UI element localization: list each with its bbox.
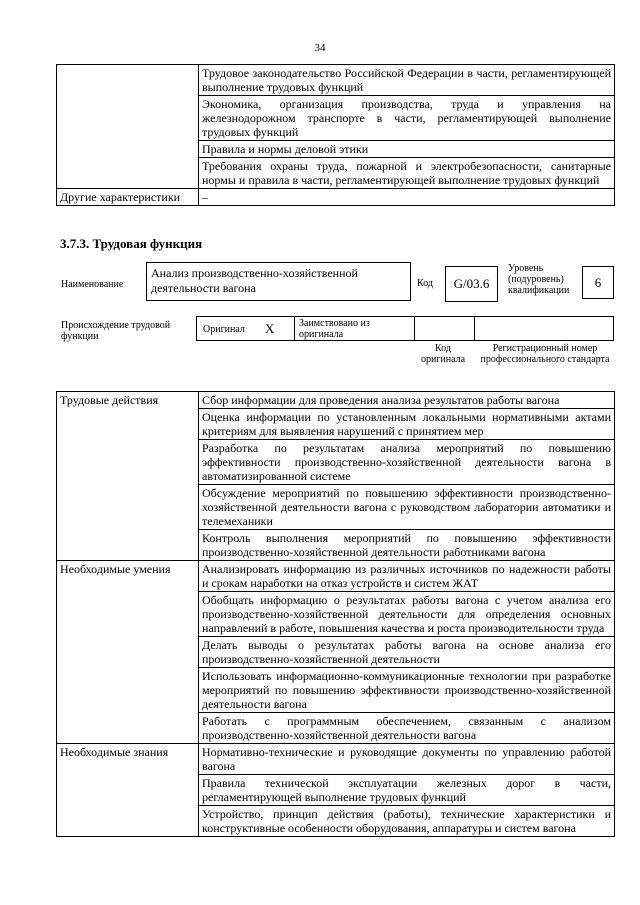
table-row: Оценка информации по установленным локальными нормативными актами критериям для выявления нарушений с принятием мер bbox=[199, 409, 615, 440]
knowledge-row: Экономика, организация производства, труда и управления на железнодорожном транспорте в части, регламентирующей выполнение трудовых функций bbox=[199, 96, 615, 141]
table-row: Нормативно-технические и руководящие документы по управлению работой вагона bbox=[199, 744, 615, 775]
level-box bbox=[582, 266, 614, 299]
table-row: Устройство, принцип действия (работы), технические характеристики и конструктивные особенности оборудования, аппаратуры и систем вагона bbox=[199, 806, 615, 837]
other-characteristics-value: – bbox=[199, 189, 615, 206]
table-row: Анализировать информацию из различных источников по надежности работы и срокам наработки на отказ устройств и систем ЖАТ bbox=[199, 561, 615, 592]
knowledge-row: Трудовое законодательство Российской Федерации в части, регламентирующей выполнение трудовых функций bbox=[199, 65, 615, 96]
table-row: Сбор информации для проведения анализа результатов работы вагона bbox=[199, 392, 615, 409]
table-row: Делать выводы о результатах работы вагона на основе анализа его производственно-хозяйственной деятельности bbox=[199, 637, 615, 668]
origin-label: Происхождение трудовой функции bbox=[61, 320, 171, 342]
name-label: Наименование bbox=[61, 279, 124, 290]
knowledge-row: Правила и нормы деловой этики bbox=[199, 141, 615, 158]
table-row: Обобщать информацию о результатах работы вагона с учетом анализа его производственно-хозяйственной деятельности для определения основных направлений в работе, повышения качества и роста производительности труда bbox=[199, 592, 615, 637]
code-label: Код bbox=[417, 278, 433, 289]
page-number: 34 bbox=[314, 42, 326, 54]
section-label: Необходимые умения bbox=[57, 561, 199, 744]
function-details-table bbox=[56, 391, 615, 837]
code-box bbox=[445, 266, 498, 302]
table-row: Использовать информационно-коммуникационные технологии при разработке мероприятий по повышению эффективности производственно-хозяйственной деятельности вагона bbox=[199, 668, 615, 713]
table-row: Обсуждение мероприятий по повышению эффективности производственно-хозяйственной деятельности вагона с руководством лаборатории автоматики и телемеханики bbox=[199, 485, 615, 530]
level-value: 6 bbox=[594, 275, 602, 290]
table-row: Работать с программным обеспечением, связанным с анализом производственно-хозяйственной деятельности вагона bbox=[199, 713, 615, 744]
name-value: Анализ производственно-хозяйственной деятельности вагона bbox=[151, 266, 358, 295]
table-row: Разработка по результатам анализа мероприятий по повышению эффективности производственно-хозяйственной деятельности вагона в автоматизированной системе bbox=[199, 440, 615, 485]
borrowed-label: Заимствовано из оригинала bbox=[299, 318, 370, 340]
reg-caption: Регистрационный номер профессионального стандарта bbox=[480, 343, 610, 365]
knowledge-label-cell bbox=[57, 65, 199, 189]
section-title: 3.7.3. Трудовая функция bbox=[60, 236, 203, 251]
section-label: Трудовые действия bbox=[57, 392, 199, 561]
level-label: Уровень (подуровень) квалификации bbox=[508, 263, 570, 296]
knowledge-row: Требования охраны труда, пожарной и электробезопасности, санитарные нормы и правила в части, регламентирующей выполнение трудовых функций bbox=[199, 158, 615, 189]
other-characteristics-label: Другие характеристики bbox=[57, 189, 199, 206]
original-label: Оригинал bbox=[203, 324, 245, 335]
origin-divider bbox=[414, 317, 415, 340]
origin-box bbox=[196, 316, 614, 341]
code-value: G/03.6 bbox=[453, 276, 490, 291]
previous-function-table bbox=[56, 64, 615, 206]
origin-divider bbox=[474, 317, 475, 340]
original-mark: X bbox=[265, 321, 275, 336]
section-label: Необходимые знания bbox=[57, 744, 199, 837]
name-box bbox=[146, 262, 411, 301]
table-row: Контроль выполнения мероприятий по повышению эффективности производственно-хозяйственной деятельности работниками вагона bbox=[199, 530, 615, 561]
origin-divider bbox=[294, 317, 295, 340]
code-caption: Код оригинала bbox=[420, 343, 466, 365]
table-row: Правила технической эксплуатации железных дорог в части, регламентирующей выполнение трудовых функций bbox=[199, 775, 615, 806]
